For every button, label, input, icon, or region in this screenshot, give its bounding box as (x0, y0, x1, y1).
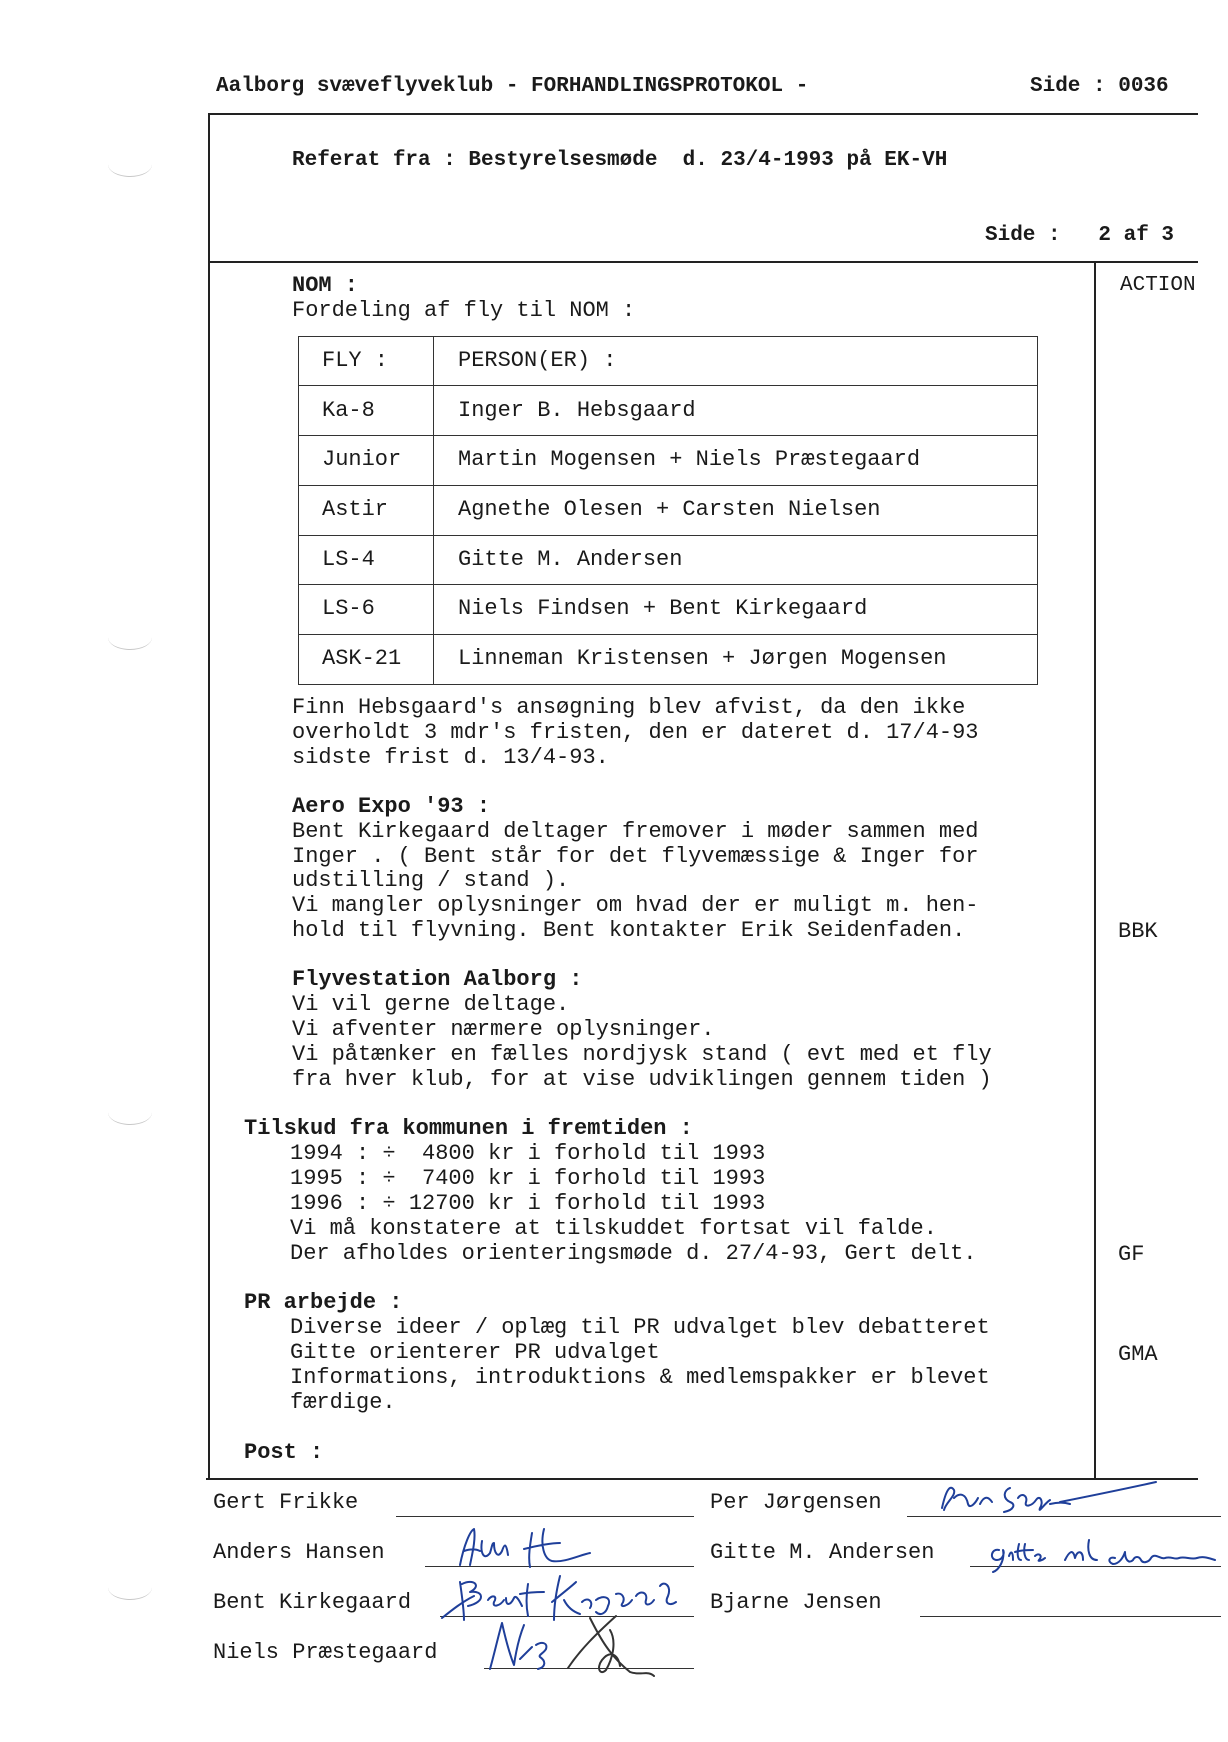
aero-line: Inger . ( Bent står for det flyvemæssige & Inger for (292, 844, 979, 869)
table-cell-fly: Ka-8 (322, 398, 375, 423)
post-heading: Post : (244, 1440, 324, 1465)
frame-top-border (208, 113, 1198, 115)
signature-line (920, 1616, 1221, 1617)
signatory-name: Niels Præstegaard (213, 1640, 438, 1665)
signatory-name: Bjarne Jensen (710, 1590, 882, 1615)
nom-heading: NOM : (292, 273, 359, 298)
flyvestation-line: Vi vil gerne deltage. (292, 992, 570, 1017)
punch-hole-mark (108, 152, 152, 177)
page-number: Side : 0036 (1030, 75, 1169, 98)
signatory-name: Per Jørgensen (710, 1490, 882, 1515)
action-column-border (1094, 261, 1096, 1478)
nom-note-line: Finn Hebsgaard's ansøgning blev afvist, da den ikke (292, 695, 966, 720)
tilskud-heading: Tilskud fra kommunen i fremtiden : (244, 1116, 693, 1141)
meeting-reference: Referat fra : Bestyrelsesmøde d. 23/4-1993 på EK-VH (292, 149, 948, 172)
signatory-name: Bent Kirkegaard (213, 1590, 412, 1615)
action-gf: GF (1118, 1242, 1145, 1267)
table-cell-person: Agnethe Olesen + Carsten Nielsen (458, 497, 881, 522)
table-cell-person: Niels Findsen + Bent Kirkegaard (458, 596, 868, 621)
table-cell-fly: LS-4 (322, 547, 375, 572)
nom-note-line: overholdt 3 mdr's fristen, den er dateret d. 17/4-93 (292, 720, 979, 745)
signature-per-jorgensen (940, 1480, 1200, 1520)
sheet-side-number: Side : 2 af 3 (985, 224, 1175, 247)
flyvestation-line: Vi påtænker en fælles nordjysk stand ( evt med et fly (292, 1042, 992, 1067)
table-cell-person: Linneman Kristensen + Jørgen Mogensen (458, 646, 947, 671)
nom-subheading: Fordeling af fly til NOM : (292, 298, 636, 323)
signature-line (396, 1516, 694, 1517)
tilskud-line: 1996 : ÷ 12700 kr i forhold til 1993 (290, 1191, 766, 1216)
table-cell-fly: Astir (322, 497, 389, 522)
signatory-name: Anders Hansen (213, 1540, 385, 1565)
action-gma: GMA (1118, 1342, 1158, 1367)
pr-line: Gitte orienterer PR udvalget (290, 1340, 660, 1365)
table-header-person: PERSON(ER) : (458, 348, 617, 373)
table-cell-fly: LS-6 (322, 596, 375, 621)
header-divider (208, 261, 1198, 263)
aero-line: Bent Kirkegaard deltager fremover i møder sammen med (292, 819, 979, 844)
tilskud-line: 1994 : ÷ 4800 kr i forhold til 1993 (290, 1141, 766, 1166)
punch-hole-mark (108, 1100, 152, 1125)
table-cell-person: Martin Mogensen + Niels Præstegaard (458, 447, 921, 472)
pr-line: Informations, introduktions & medlemspakker er blevet (290, 1365, 990, 1390)
flyvestation-heading: Flyvestation Aalborg : (292, 967, 583, 992)
aero-line: Vi mangler oplysninger om hvad der er muligt m. hen- (292, 893, 979, 918)
pr-line: Diverse ideer / oplæg til PR udvalget blev debatteret (290, 1315, 990, 1340)
table-cell-person: Inger B. Hebsgaard (458, 398, 696, 423)
table-cell-fly: ASK-21 (322, 646, 402, 671)
action-bbk: BBK (1118, 919, 1158, 944)
protocol-title: Aalborg svæveflyveklub - FORHANDLINGSPROTOKOL - (216, 75, 809, 98)
signature-gitte-m-andersen (985, 1530, 1225, 1575)
signatory-name: Gert Frikke (213, 1490, 359, 1515)
table-header-fly: FLY : (322, 348, 389, 373)
action-column-header: ACTION (1120, 274, 1196, 297)
tilskud-line: 1995 : ÷ 7400 kr i forhold til 1993 (290, 1166, 766, 1191)
signature-scribble-mark (560, 1610, 680, 1680)
punch-hole-mark (108, 1575, 152, 1600)
tilskud-line: Vi må konstatere at tilskuddet fortsat vil falde. (290, 1216, 937, 1241)
flyvestation-line: Vi afventer nærmere oplysninger. (292, 1017, 715, 1042)
table-cell-person: Gitte M. Andersen (458, 547, 683, 572)
nom-note-line: sidste frist d. 13/4-93. (292, 745, 609, 770)
aero-line: hold til flyvning. Bent kontakter Erik Seidenfaden. (292, 918, 966, 943)
aero-heading: Aero Expo '93 : (292, 794, 491, 819)
pr-line: færdige. (290, 1390, 396, 1415)
punch-hole-mark (108, 625, 152, 650)
tilskud-line: Der afholdes orienteringsmøde d. 27/4-93, Gert delt. (290, 1241, 977, 1266)
signature-anders-hansen (440, 1525, 600, 1570)
aero-line: udstilling / stand ). (292, 868, 570, 893)
signatory-name: Gitte M. Andersen (710, 1540, 935, 1565)
table-cell-fly: Junior (322, 447, 402, 472)
pr-heading: PR arbejde : (244, 1290, 403, 1315)
flyvestation-line: fra hver klub, for at vise udviklingen gennem tiden ) (292, 1067, 992, 1092)
frame-left-border (208, 113, 210, 1478)
